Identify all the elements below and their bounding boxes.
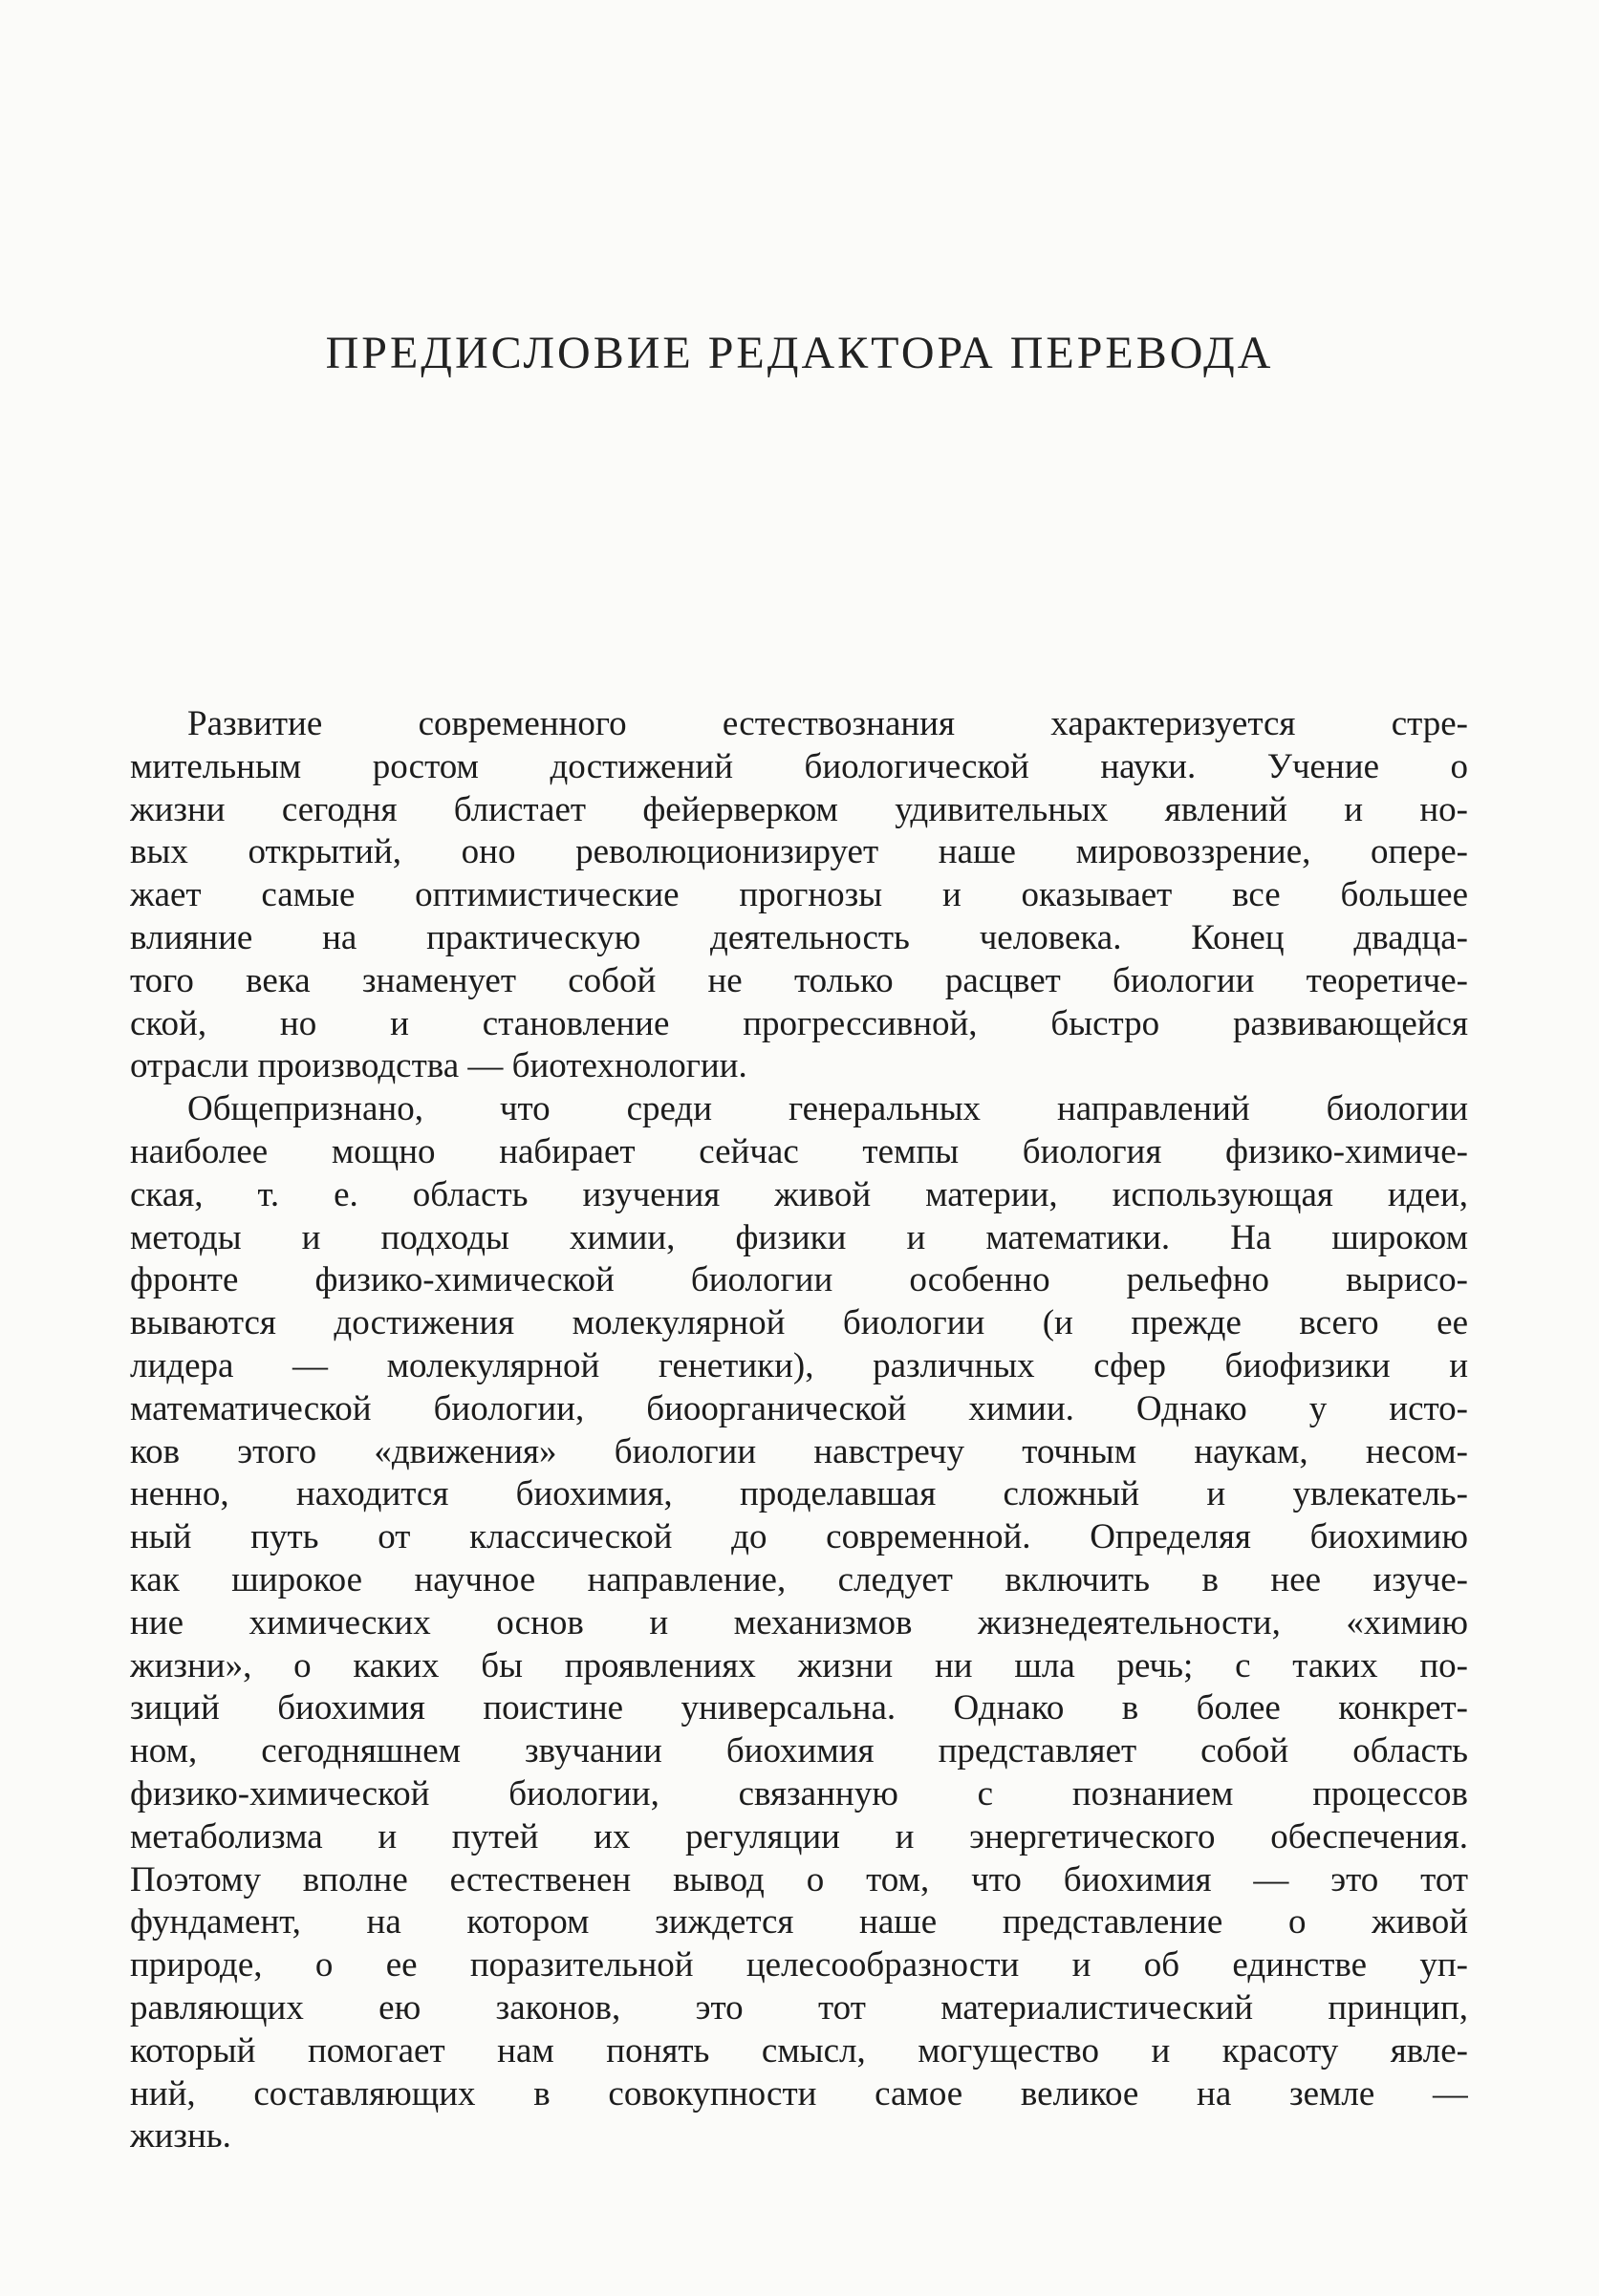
text-line: Общепризнано, что среди генеральных направлений биологии [187, 1089, 1468, 1129]
paragraph-2 [130, 1088, 1468, 2158]
text-line: отрасли производства — биотехнологии. [130, 1046, 747, 1086]
text-line: равляющих ею законов, это тот материалистический принцип, [130, 1987, 1468, 2028]
text-line: природе, о ее поразительной целесообразности и об единстве уп- [130, 1945, 1468, 1985]
text-line: Поэтому вполне естественен вывод о том, что биохимия — это тот [130, 1859, 1468, 1899]
text-line: того века знаменует собой не только расцвет биологии теоретиче- [130, 960, 1468, 1000]
text-line: который помогает нам понять смысл, могущество и красоту явле- [130, 2030, 1468, 2071]
text-line: вываются достижения молекулярной биологии (и прежде всего ее [130, 1303, 1468, 1343]
text-line: методы и подходы химии, физики и математики. На широком [130, 1217, 1468, 1257]
text-line: ская, т. е. область изучения живой материи, использующая идеи, [130, 1174, 1468, 1214]
text-line: Развитие современного естествознания характеризуется стре- [187, 704, 1468, 743]
text-line: жает самые оптимистические прогнозы и оказывает все большее [130, 875, 1468, 915]
text-line: как широкое научное направление, следует включить в нее изуче- [130, 1559, 1468, 1599]
text-line: зиций биохимия поистине универсальна. Однако в более конкрет- [130, 1688, 1468, 1728]
text-line: влияние на практическую деятельность человека. Конец двадца- [130, 917, 1468, 957]
text-line: ный путь от классической до современной. Определяя биохимию [130, 1517, 1468, 1557]
text-line: ний, составляющих в совокупности самое великое на земле — [130, 2073, 1468, 2114]
text-line: ков этого «движения» биологии навстречу точным наукам, несом- [130, 1431, 1468, 1471]
text-line: жизнь. [130, 2116, 231, 2157]
paragraph-1 [130, 703, 1468, 1088]
text-line: математической биологии, биоорганической химии. Однако у исто- [130, 1388, 1468, 1428]
text-line: вых открытий, оно революционизирует наше мировоззрение, опере- [130, 832, 1468, 872]
text-line: жизни сегодня блистает фейерверком удивительных явлений и но- [130, 789, 1468, 829]
text-line: фронте физико-химической биологии особенно рельефно вырисо- [130, 1260, 1468, 1300]
text-line: ской, но и становление прогрессивной, быстро развивающейся [130, 1003, 1468, 1043]
text-line: ненно, находится биохимия, проделавшая сложный и увлекатель- [130, 1474, 1468, 1514]
body-text [130, 703, 1468, 2158]
text-line: мительным ростом достижений биологической науки. Учение о [130, 746, 1468, 786]
text-line: физико-химической биологии, связанную с познанием процессов [130, 1773, 1468, 1813]
page-title: ПРЕДИСЛОВИЕ РЕДАКТОРА ПЕРЕВОДА [325, 328, 1274, 378]
text-line: лидера — молекулярной генетики), различных сфер биофизики и [130, 1345, 1468, 1385]
text-line: метаболизма и путей их регуляции и энергетического обеспечения. [130, 1816, 1468, 1856]
text-line: фундамент, на котором зиждется наше представление о живой [130, 1902, 1468, 1942]
text-line: жизни», о каких бы проявлениях жизни ни шла речь; с таких по- [130, 1645, 1468, 1685]
text-line: ние химических основ и механизмов жизнедеятельности, «химию [130, 1602, 1468, 1642]
text-line: ном, сегодняшнем звучании биохимия представляет собой область [130, 1731, 1468, 1771]
text-line: наиболее мощно набирает сейчас темпы биология физико-химиче- [130, 1131, 1468, 1171]
